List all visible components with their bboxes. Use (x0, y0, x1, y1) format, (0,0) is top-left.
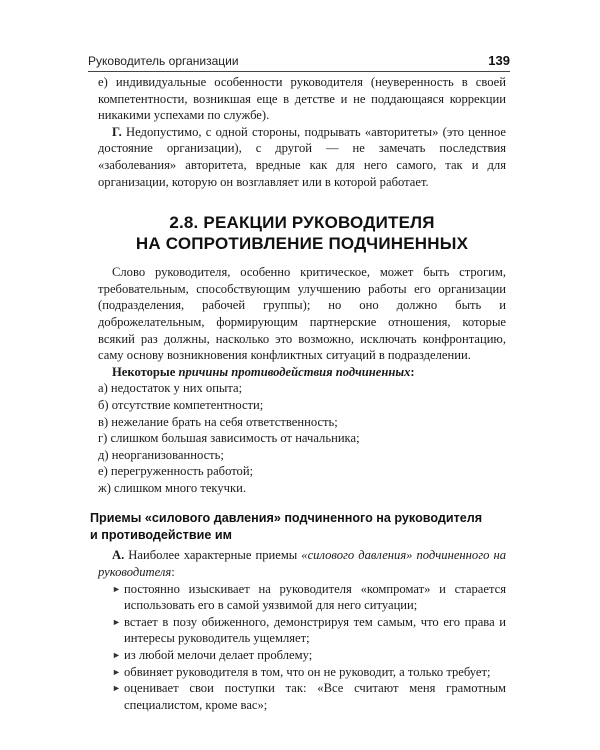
list-item: ► из любой мелочи делает проблему; (112, 648, 313, 663)
bullet-icon: ► (112, 616, 121, 627)
list-item: ► оценивает свои поступки так: «Все считают меня грамотным специалистом, кроме вас»; (112, 681, 506, 712)
list-item: ► обвиняет руководителя в том, что он не руководит, а только требует; (112, 664, 491, 679)
subsection-heading (90, 510, 506, 543)
list-item: г) слишком большая зависимость от начальника; (98, 431, 360, 446)
list-item: а) недостаток у них опыта; (98, 381, 243, 396)
bullet-icon: ► (112, 683, 121, 694)
paragraph-g-label: Г. (112, 124, 122, 139)
causes-list (98, 380, 506, 496)
running-header (88, 54, 510, 70)
list-item: ж) слишком много текучки. (98, 480, 246, 495)
bullet-icon: ► (112, 666, 121, 677)
paragraph-g (98, 124, 506, 190)
paragraph-a: А. Наиболее характерные приемы «силового давления» подчиненного на руководителя: (98, 548, 506, 580)
page-body (90, 74, 506, 713)
section-paragraph: Слово руководителя, особенно критическое, может быть строгим, требовательным, способствующим улучшению работы его организации (подразделения, рабочей группы); но оно должно быть и доброжелательным, формирующим партнерские отношения, которые всякий раз должны, насколько это возможно, исключать конфронтацию, саму основу возникновения конфликтных ситуаций в подразделении. (98, 265, 506, 363)
list-item: е) перегруженность работой; (98, 464, 254, 479)
bullet-icon: ► (112, 650, 121, 661)
section-title-line2: НА СОПРОТИВЛЕНИЕ ПОДЧИНЕННЫХ (135, 234, 469, 254)
section-title (98, 212, 506, 254)
page-number: 139 (488, 53, 510, 68)
list-item: ► встает в позу обиженного, демонстрируя тем самым, что его права и интересы руководитель ущемляет; (112, 614, 506, 646)
running-header-title: Руководитель организации (88, 54, 239, 68)
bullet-icon: ► (112, 583, 121, 594)
section-title-line1: 2.8. РЕАКЦИИ РУКОВОДИТЕЛЯ (169, 213, 435, 233)
list-item: ► постоянно изыскивает на руководителя «компромат» и старается использовать его в самой уязвимой для него ситуации; (112, 581, 506, 613)
list-item-e: е) индивидуальные особенности руководителя (неуверенность в своей компетентности, возникшая еще в детстве и не поддающаяся коррекции никакими успехами по службе). (98, 75, 506, 123)
subsection-heading-line2: и противодействие им (90, 527, 232, 542)
list-item: б) отсутствие компетентности; (98, 397, 264, 412)
causes-label: Некоторые причины противодействия подчиненных: (112, 364, 415, 379)
list-item: в) нежелание брать на себя ответственность; (98, 414, 338, 429)
paragraph-g-text: Недопустимо, с одной стороны, подрывать «авторитеты» (это ценное достояние организации), с другой — не замечать последствия «заболевания» авторитета, вредные как для него самого, так и для организации, которую он возглавляет или в которой работает. (98, 124, 506, 189)
subsection-heading-line1: Приемы «силового давления» подчиненного на руководителя (90, 511, 483, 526)
list-item: д) неорганизованность; (98, 447, 224, 462)
pressure-tactics-list (98, 581, 506, 714)
header-divider (88, 71, 510, 72)
